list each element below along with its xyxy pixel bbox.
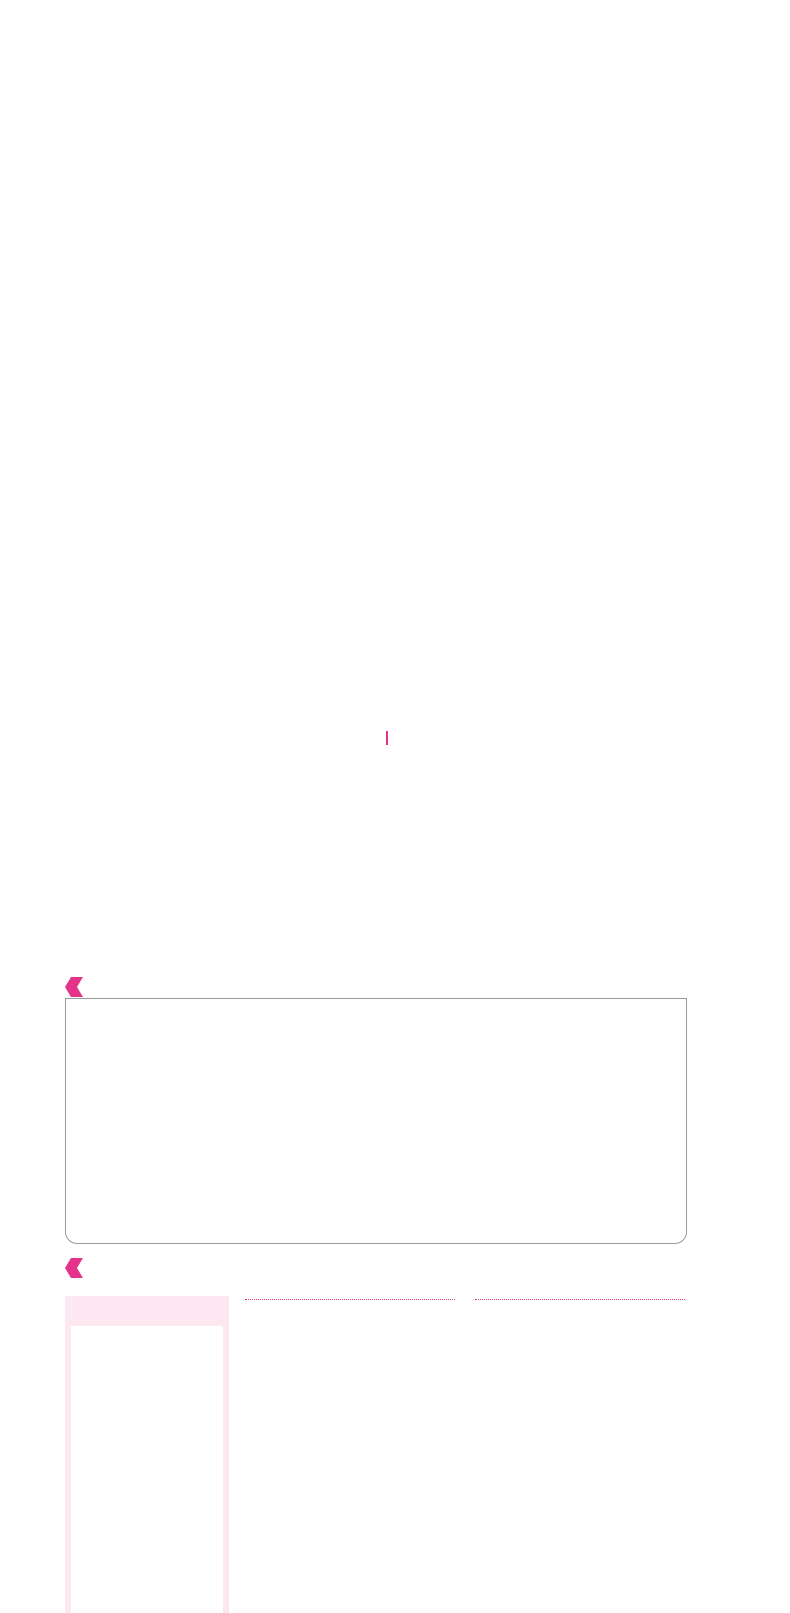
side-notes xyxy=(71,1326,223,1613)
appendix-marker xyxy=(386,731,388,745)
article-page xyxy=(0,860,790,1613)
translation-heading-bar xyxy=(245,1290,685,1308)
side-notes-heading xyxy=(65,1296,229,1322)
side-notes-panel xyxy=(65,1296,229,1613)
lesson-tag xyxy=(65,1258,83,1278)
author-tag xyxy=(65,977,83,997)
author-box xyxy=(65,998,687,1244)
toc-page xyxy=(0,0,790,800)
